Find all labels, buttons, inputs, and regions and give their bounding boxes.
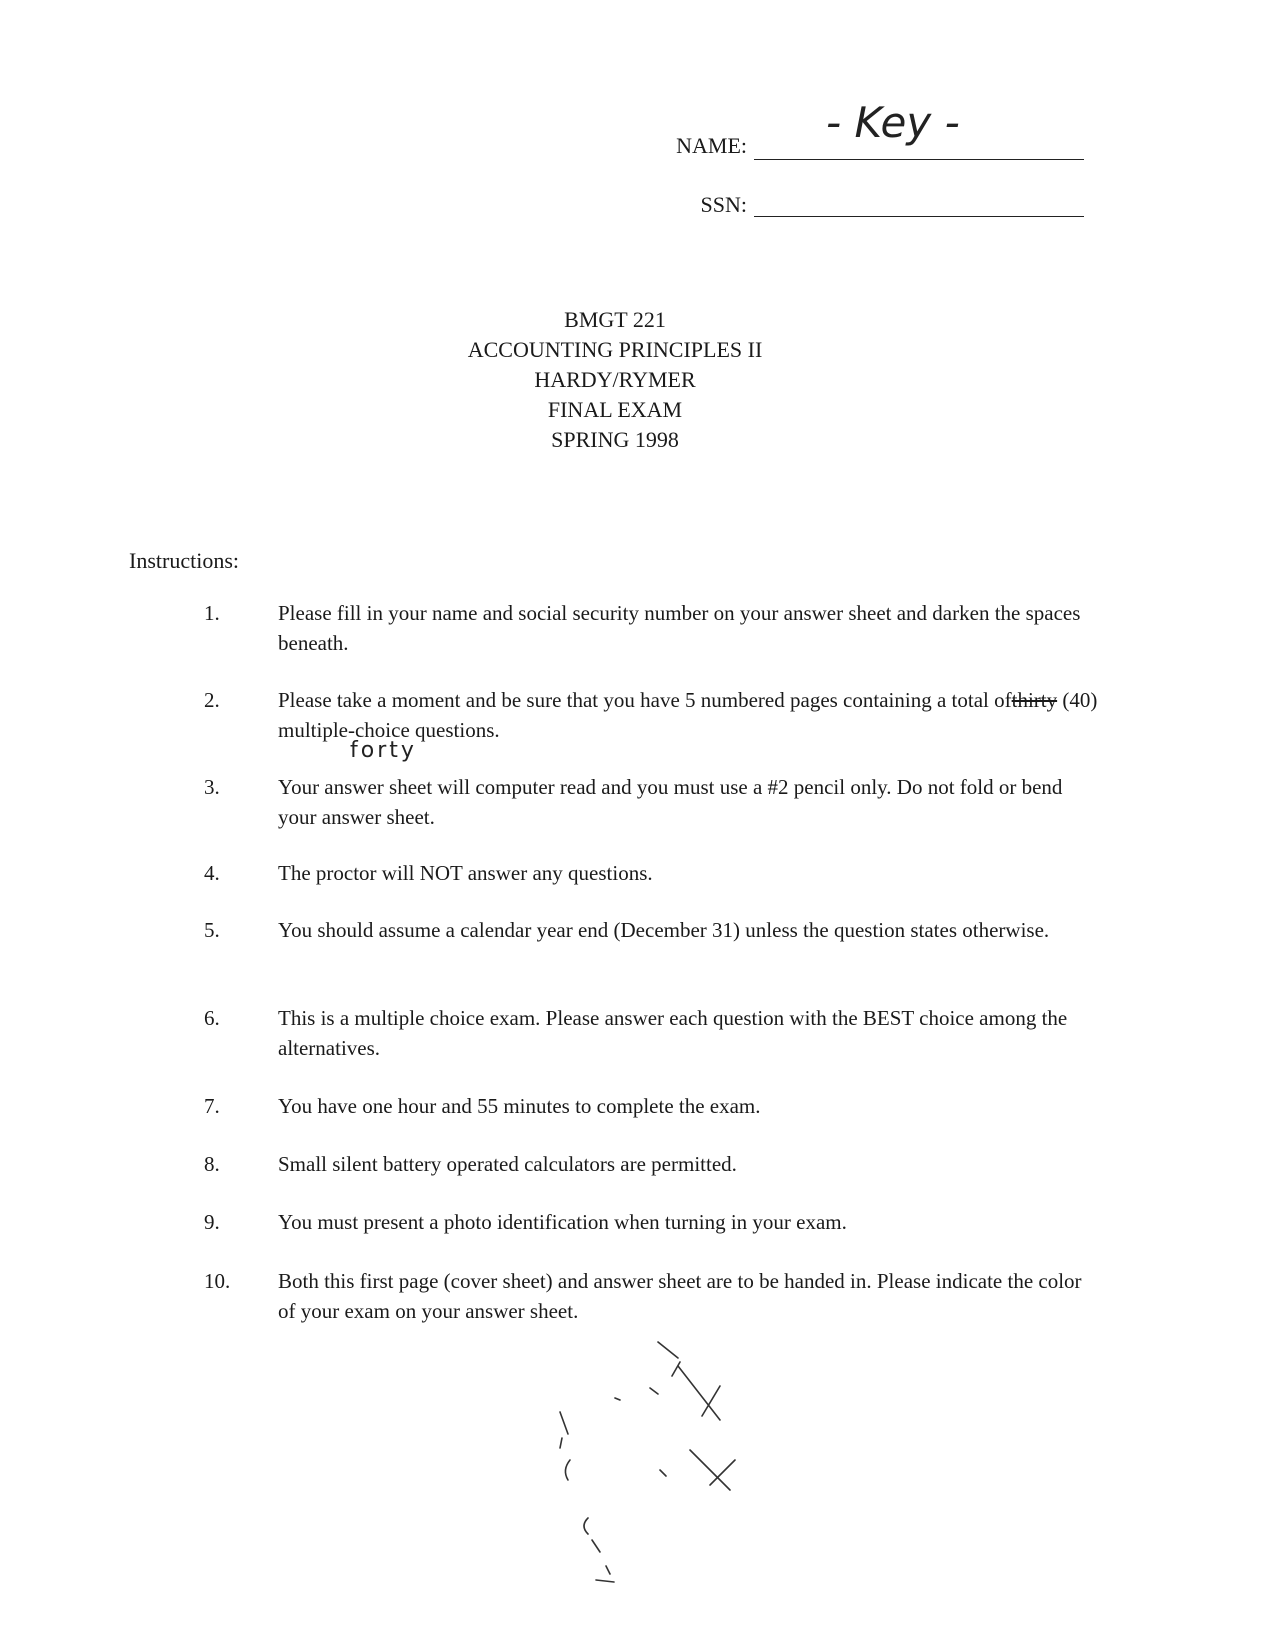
course-code: BMGT 221 bbox=[564, 307, 666, 332]
item-text: This is a multiple choice exam. Please answer each question with the BEST choice among the alternatives. bbox=[278, 1006, 1068, 1060]
item-text: The proctor will NOT answer any questions. bbox=[278, 861, 653, 885]
item-number: 7. bbox=[204, 1094, 220, 1118]
item-number: 10. bbox=[204, 1269, 231, 1293]
item-text bbox=[278, 685, 1098, 745]
item-text-before: Please take a moment and be sure that you have 5 numbered pages containing a total of bbox=[278, 688, 1012, 712]
handwritten-correction: forty bbox=[350, 738, 417, 763]
item-text: You have one hour and 55 minutes to complete the exam. bbox=[278, 1094, 761, 1118]
item-text: Both this first page (cover sheet) and answer sheet are to be handed in. Please indicate the color of your exam on your answer sheet. bbox=[278, 1269, 1082, 1323]
instructions-heading: Instructions: bbox=[129, 548, 239, 573]
item-number: 3. bbox=[204, 775, 220, 799]
item-text: Please fill in your name and social security number on your answer sheet and darken the spaces beneath. bbox=[278, 601, 1081, 655]
item-number: 9. bbox=[204, 1210, 220, 1234]
item-number: 5. bbox=[204, 918, 220, 942]
item-text-after: (40) multiple-choice questions. bbox=[278, 688, 1098, 742]
ssn-line bbox=[754, 216, 1084, 217]
item-number: 8. bbox=[204, 1152, 220, 1176]
name-label: NAME: bbox=[676, 133, 747, 158]
item-number: 1. bbox=[204, 601, 220, 625]
exam-title-block bbox=[0, 305, 1230, 455]
scribble-marks bbox=[540, 1330, 780, 1600]
course-subject: ACCOUNTING PRINCIPLES II bbox=[467, 337, 763, 362]
exam-term: SPRING 1998 bbox=[551, 427, 679, 452]
item-text: Your answer sheet will computer read and you must use a #2 pencil only. Do not fold or bend your answer sheet. bbox=[278, 775, 1063, 829]
item-text: Small silent battery operated calculators are permitted. bbox=[278, 1152, 737, 1176]
name-handwritten: - Key - bbox=[826, 98, 960, 147]
item-number: 4. bbox=[204, 861, 220, 885]
ssn-label: SSN: bbox=[700, 192, 747, 217]
exam-type: FINAL EXAM bbox=[547, 397, 683, 422]
item-number: 6. bbox=[204, 1006, 220, 1030]
struck-word: thirty bbox=[1011, 688, 1058, 712]
item-text: You should assume a calendar year end (December 31) unless the question states otherwise. bbox=[278, 918, 1050, 942]
instructors: HARDY/RYMER bbox=[534, 367, 696, 392]
name-line bbox=[754, 159, 1084, 160]
item-text: You must present a photo identification when turning in your exam. bbox=[278, 1210, 847, 1234]
item-number: 2. bbox=[204, 688, 220, 712]
